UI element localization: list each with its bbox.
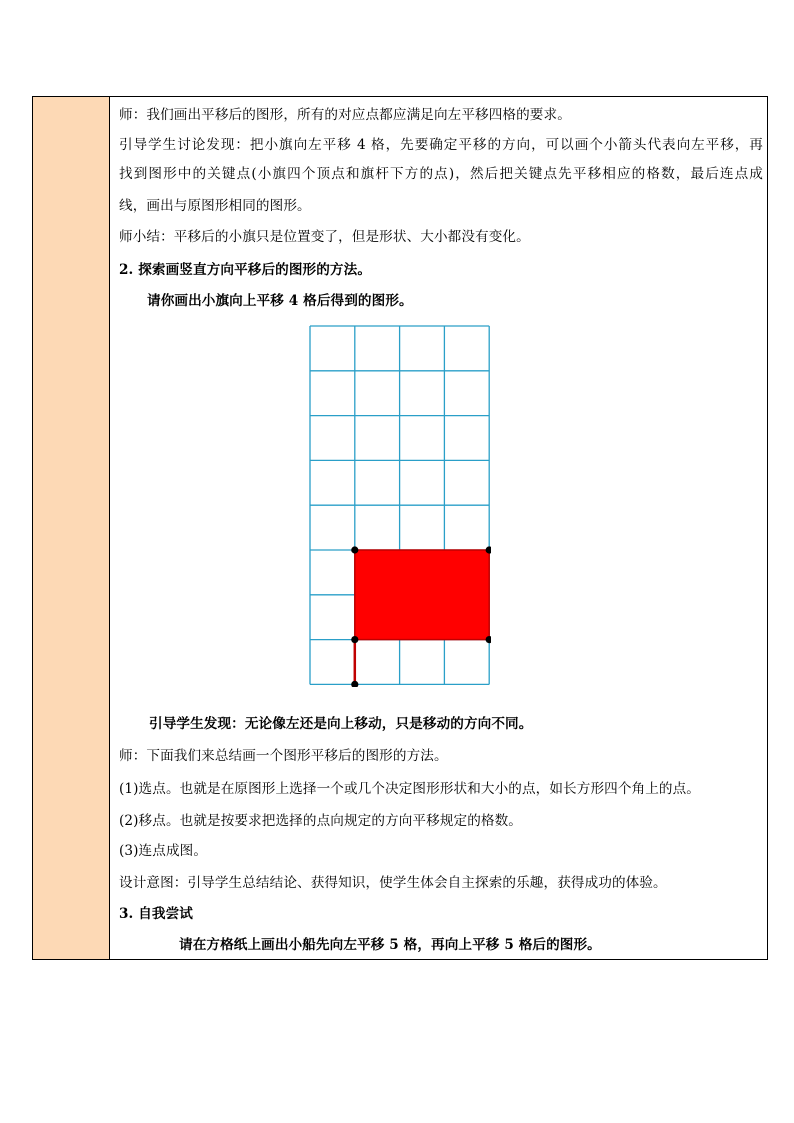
step-1: (1)选点。也就是在原图形上选择一个或几个决定图形形状和大小的点，如长方形四个角上的点。: [119, 781, 700, 797]
text-line: 线，画出与原图形相同的图形。: [119, 198, 311, 214]
content-cell: [119, 97, 763, 959]
key-point: [351, 546, 358, 553]
text-line: 师：下面我们来总结画一个图形平移后的图形的方法。: [119, 748, 448, 764]
left-column-cell: [33, 97, 110, 959]
finding-text: 引导学生发现：无论像左还是向上移动，只是移动的方向不同。: [149, 716, 533, 732]
grid-diagram: [309, 325, 491, 687]
key-point: [351, 636, 358, 643]
grid-figure: [309, 325, 491, 691]
section-heading: 3. 自我尝试: [119, 906, 193, 922]
text-line: 找到图形中的关键点(小旗四个顶点和旗杆下方的点)，然后把关键点先平移相应的格数，最后连点成: [119, 166, 763, 182]
text-line: 引导学生讨论发现：把小旗向左平移 4 格，先要确定平移的方向，可以画个小箭头代表向左平移，再: [119, 137, 763, 153]
key-point: [351, 681, 358, 687]
design-intent: 设计意图：引导学生总结结论、获得知识，使学生体会自主探索的乐趣，获得成功的体验。: [119, 875, 667, 891]
section-heading: 2. 探索画竖直方向平移后的图形的方法。: [119, 262, 372, 278]
flag-rectangle: [355, 550, 489, 640]
task-prompt: 请在方格纸上画出小船先向左平移 5 格，再向上平移 5 格后的图形。: [179, 937, 601, 953]
lesson-table: [32, 96, 768, 960]
text-line: 师：我们画出平移后的图形，所有的对应点都应满足向左平移四格的要求。: [119, 107, 571, 123]
step-3: (3)连点成图。: [119, 843, 208, 859]
task-prompt: 请你画出小旗向上平移 4 格后得到的图形。: [147, 293, 413, 309]
text-line: 师小结：平移后的小旗只是位置变了，但是形状、大小都没有变化。: [119, 229, 530, 245]
step-2: (2)移点。也就是按要求把选择的点向规定的方向平移规定的格数。: [119, 813, 522, 829]
